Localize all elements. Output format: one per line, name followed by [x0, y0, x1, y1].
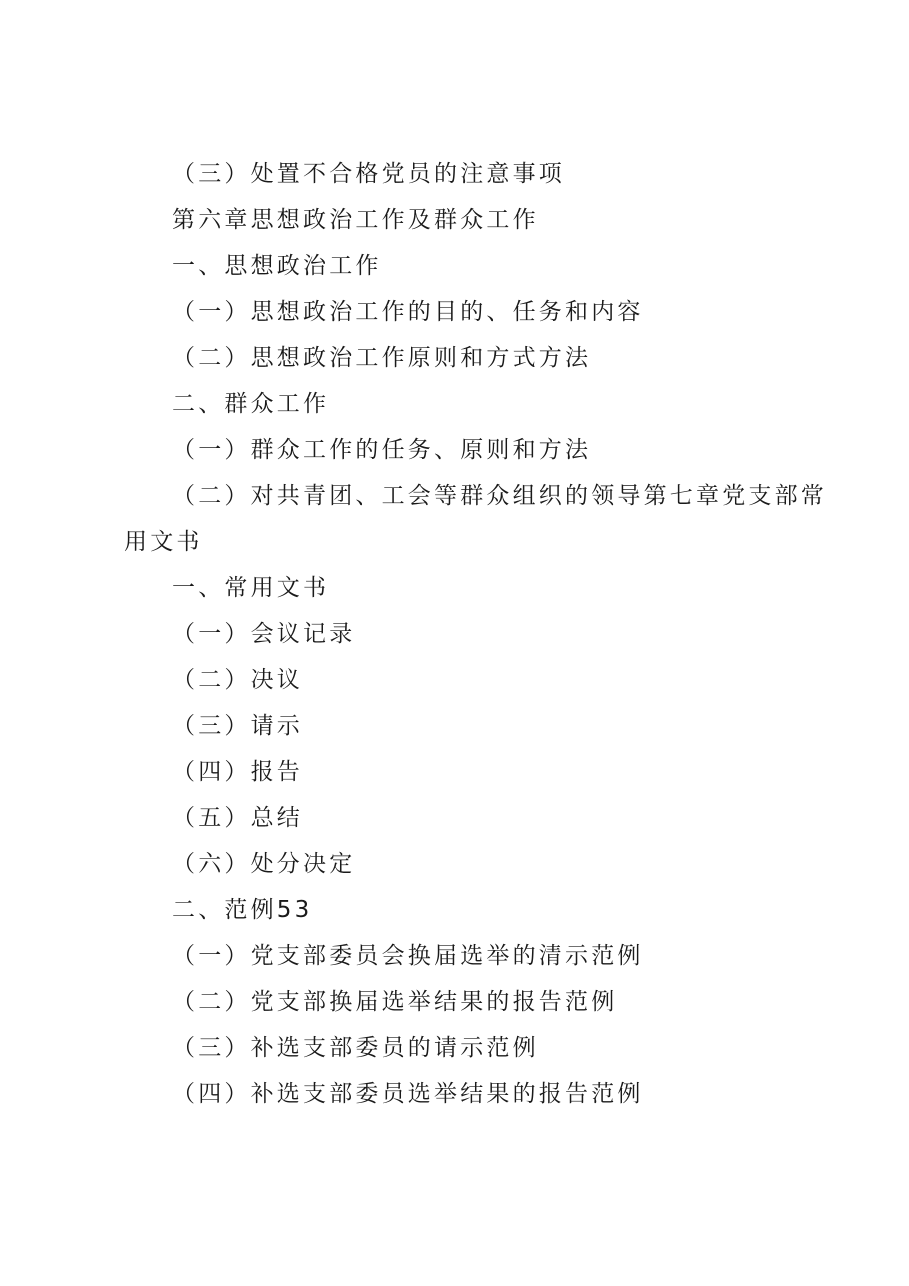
section-heading: 一、思想政治工作	[172, 253, 382, 279]
text-line: （六）处分决定	[172, 851, 356, 877]
text-line: （四）补选支部委员选举结果的报告范例	[172, 1081, 644, 1107]
text-line: （一）会议记录	[172, 621, 356, 647]
text-line: （三）补选支部委员的请示范例	[172, 1035, 539, 1061]
section-heading: 二、群众工作	[172, 391, 330, 417]
text-line: （一）党支部委员会换届选举的清示范例	[172, 943, 644, 969]
text-line: （三）请示	[172, 713, 303, 739]
text-line: （二）党支部换届选举结果的报告范例	[172, 989, 618, 1015]
text-line-continuation: 用文书	[124, 529, 203, 555]
text-line: （五）总结	[172, 805, 303, 831]
chapter-heading: 第六章思想政治工作及群众工作	[172, 207, 539, 233]
text-line: （四）报告	[172, 759, 303, 785]
text-line: （二）决议	[172, 667, 303, 693]
section-heading: 一、常用文书	[172, 575, 330, 601]
text-line: （二）对共青团、工会等群众组织的领导第七章党支部常	[172, 483, 827, 509]
text-line: （三）处置不合格党员的注意事项	[172, 161, 565, 187]
text-line: （一）群众工作的任务、原则和方法	[172, 437, 592, 463]
section-heading: 二、范例53	[172, 897, 313, 923]
text-line: （一）思想政治工作的目的、任务和内容	[172, 299, 644, 325]
text-line: （二）思想政治工作原则和方式方法	[172, 345, 592, 371]
